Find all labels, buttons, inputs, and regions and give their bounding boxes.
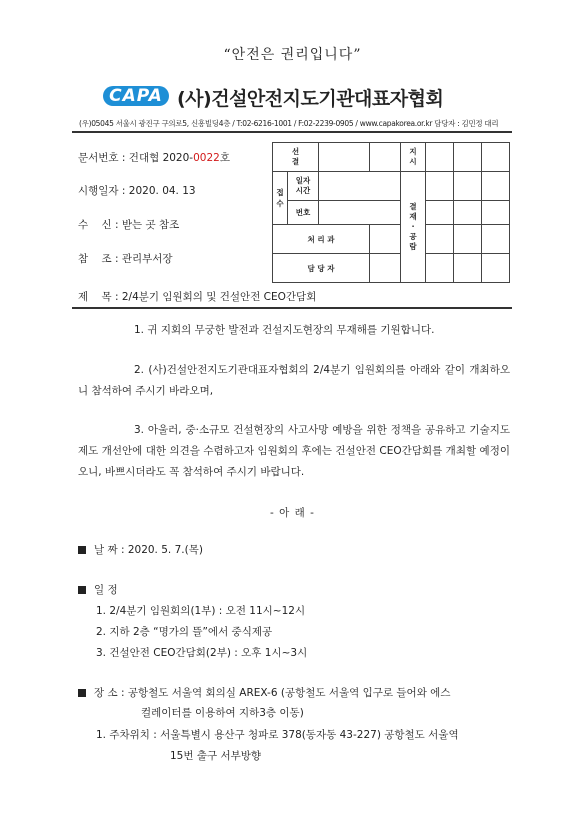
senkyeol-blank-2 bbox=[370, 143, 401, 172]
square-bullet-icon bbox=[78, 546, 86, 554]
gyeoljae-blank-7 bbox=[426, 225, 454, 254]
gyeoljae-blank-3 bbox=[482, 172, 510, 201]
doc-number-red: 0022 bbox=[193, 152, 220, 164]
date-field bbox=[78, 183, 196, 198]
damdangja-blank bbox=[370, 254, 401, 283]
reference-value: 관리부서장 bbox=[121, 253, 173, 265]
schedule-item: 1. 2/4분기 임원회의(1부) : 오전 11시~12시 bbox=[96, 605, 306, 617]
subject-divider bbox=[72, 307, 512, 309]
jisi-blank-1 bbox=[426, 143, 454, 172]
below-heading: - 아 래 - bbox=[270, 507, 315, 519]
gyeoljae-cell: 결 재 · 공 람 bbox=[401, 172, 426, 283]
gyeoljae-blank-4 bbox=[426, 201, 454, 225]
header-divider bbox=[72, 131, 512, 133]
meeting-date bbox=[78, 542, 203, 557]
place-line-2: 컬레이터를 이용하여 지하3층 이동) bbox=[141, 707, 304, 719]
recipient-label: 수 신 : bbox=[78, 219, 119, 231]
jeopsu-cell: 접 수 bbox=[273, 172, 288, 225]
parking-line-1: 1. 주차위치 : 서울특별시 용산구 청파로 378(동자동 43-227) 공항철도 서울역 bbox=[96, 729, 459, 741]
doc-number-prefix: 건대협 2020- bbox=[128, 152, 194, 164]
meeting-date-text: 날 짜 : 2020. 5. 7.(목) bbox=[94, 544, 203, 556]
paragraph-3: 3. 아울러, 중·소규모 건설현장의 사고사망 예방을 위한 정책을 공유하고 기술지도 제도 개선안에 대한 의견을 수렴하고자 임원회의 후에는 건설안전 CEO간담회를 개최할 예정이오니, 바쁘시더라도 꼭 참석하여 주시기 바랍니다. bbox=[78, 424, 510, 478]
ilja-sigan-cell: 일자 시간 bbox=[288, 172, 319, 201]
approval-box bbox=[272, 142, 510, 283]
cheoriga-blank bbox=[370, 225, 401, 254]
recipient-value: 받는 곳 참조 bbox=[121, 219, 180, 231]
subject-label: 제 목 : bbox=[78, 291, 119, 303]
date-value: 2020. 04. 13 bbox=[128, 185, 196, 197]
damdangja-cell: 담 당 자 bbox=[273, 254, 370, 283]
parking-line-2: 15번 출구 서부방향 bbox=[170, 750, 262, 762]
reference-label: 참 조 : bbox=[78, 253, 119, 265]
gyeoljae-blank-6 bbox=[482, 201, 510, 225]
subject-field bbox=[78, 289, 316, 304]
gyeoljae-blank-5 bbox=[454, 201, 482, 225]
gyeoljae-blank-9 bbox=[482, 225, 510, 254]
ilja-blank bbox=[319, 172, 401, 201]
gyeoljae-blank-10 bbox=[426, 254, 454, 283]
place-text: 장 소 : 공항철도 서울역 회의실 AREX-6 (공항철도 서울역 입구로 들어와 에스 bbox=[94, 687, 451, 699]
contact-info: (우)05045 서울시 광진구 구의로5, 신흥빌딩4층 / T:02-6216-1001 / F:02-2239-0905 / www.capakorea.or.kr 담당자 : 김민정 대리 bbox=[79, 119, 499, 128]
doc-number-suffix: 호 bbox=[219, 152, 230, 164]
schedule-heading-text: 일 정 bbox=[94, 584, 118, 596]
doc-number-field bbox=[78, 150, 230, 165]
slogan: “안전은 권리입니다” bbox=[223, 47, 362, 63]
capa-logo: CAPA bbox=[103, 86, 169, 106]
recipient-field bbox=[78, 217, 179, 232]
reference-field bbox=[78, 251, 173, 266]
paragraph-1: 1. 귀 지회의 무궁한 발전과 건설지도현장의 무재해를 기원합니다. bbox=[134, 324, 435, 336]
gyeoljae-blank-8 bbox=[454, 225, 482, 254]
doc-number-label: 문서번호 : bbox=[78, 152, 126, 164]
beonho-blank bbox=[319, 201, 401, 225]
senkyeol-blank-1 bbox=[319, 143, 370, 172]
jisi-blank-3 bbox=[482, 143, 510, 172]
date-label: 시행일자 : bbox=[78, 185, 126, 197]
beonho-cell: 번호 bbox=[288, 201, 319, 225]
schedule-item: 3. 건설안전 CEO간담회(2부) : 오후 1시~3시 bbox=[96, 647, 308, 659]
organization-name: (사)건설안전지도기관대표자협회 bbox=[177, 88, 444, 110]
gyeoljae-blank-12 bbox=[482, 254, 510, 283]
schedule-item: 2. 지하 2층 “명가의 뜰”에서 중식제공 bbox=[96, 626, 273, 638]
cheoriga-cell: 처 리 과 bbox=[273, 225, 370, 254]
subject-value: 2/4분기 임원회의 및 건설안전 CEO간담회 bbox=[121, 291, 317, 303]
schedule-heading bbox=[78, 582, 118, 597]
jisi-cell: 지 시 bbox=[401, 143, 426, 172]
square-bullet-icon bbox=[78, 586, 86, 594]
gyeoljae-blank-2 bbox=[454, 172, 482, 201]
square-bullet-icon bbox=[78, 689, 86, 697]
gyeoljae-blank-1 bbox=[426, 172, 454, 201]
senkyeol-cell: 선 결 bbox=[273, 143, 319, 172]
paragraph-2: 2. (사)건설안전지도기관대표자협회의 2/4분기 임원회의를 아래와 같이 개최하오니 참석하여 주시기 바라오며, bbox=[78, 364, 510, 397]
jisi-blank-2 bbox=[454, 143, 482, 172]
gyeoljae-blank-11 bbox=[454, 254, 482, 283]
place-line-1 bbox=[78, 685, 450, 700]
